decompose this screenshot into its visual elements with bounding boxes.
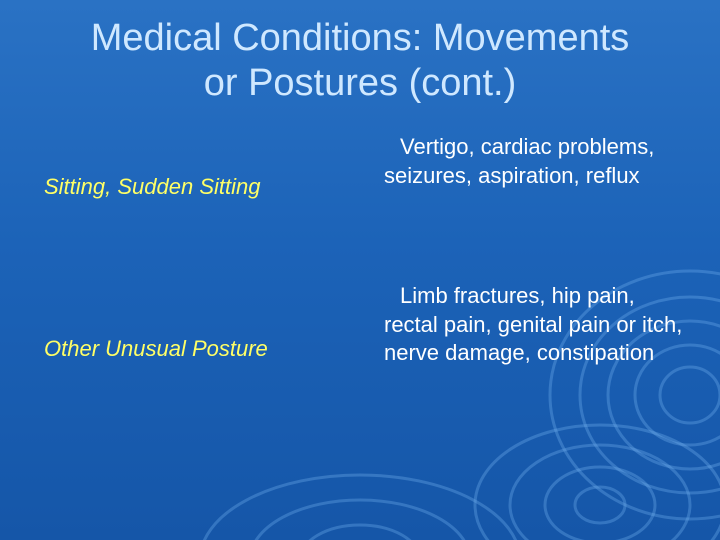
row-description-unusual-posture: Limb fractures, hip pain, rectal pain, genital pain or itch, nerve damage, constipation	[384, 283, 683, 365]
slide-title: Medical Conditions: Movements or Postures (cont.)	[90, 17, 630, 104]
row-label-unusual-posture: Other Unusual Posture	[44, 336, 268, 361]
row-description-sitting: Vertigo, cardiac problems, seizures, aspiration, reflux	[384, 134, 655, 188]
row-label-sitting: Sitting, Sudden Sitting	[44, 174, 261, 199]
